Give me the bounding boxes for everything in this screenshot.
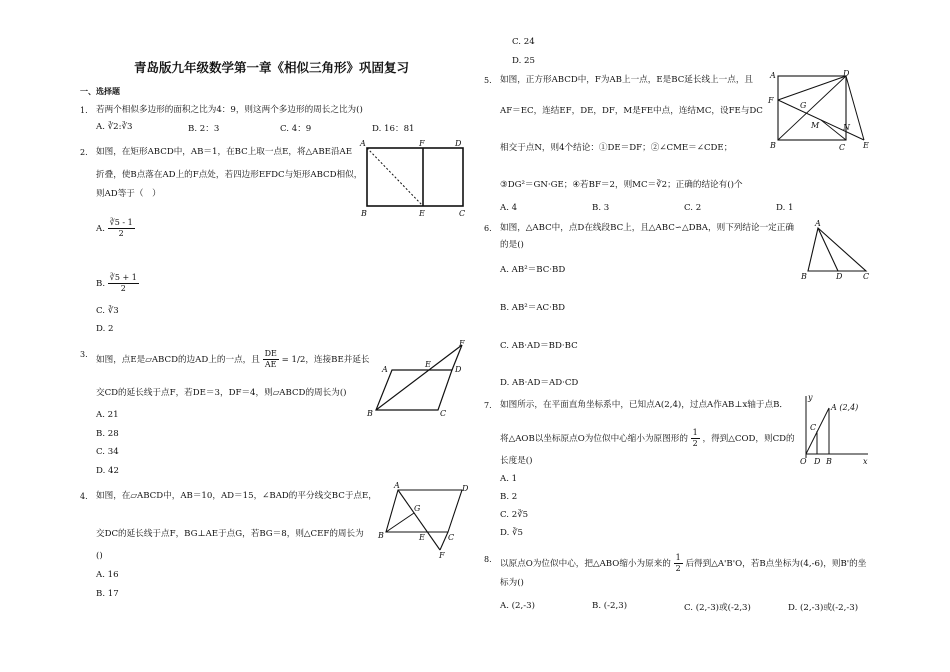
q2-fig-label-c: C [459, 209, 466, 218]
q8-stem-line1-b: 后得到△A'B'O，若B点坐标为(4,-6)，则B'的坐 [685, 559, 867, 569]
q2-stem-line3: 则AD等于（ ） [96, 189, 161, 199]
q4-option-c: C. 24 [512, 37, 535, 47]
q3-stem-line1-a: 如图，点E是▱ABCD的边AD上的一点，且 [96, 355, 260, 365]
q3-option-b: B. 28 [96, 429, 119, 439]
q2-option-d: D. 2 [96, 324, 114, 334]
q1-option-a: A. ∛2:∛3 [96, 122, 133, 132]
q7-option-c: C. 2∛5 [500, 510, 529, 520]
q4-option-a: A. 16 [96, 570, 119, 580]
q5-stem-line4: ③DG²＝GN·GE；④若BF＝2，则MC＝∛2；正确的结论有()个 [500, 180, 743, 190]
q2-option-b [96, 273, 139, 294]
q8-scale-fraction [674, 553, 683, 574]
q3-figure-parallelogram [366, 340, 476, 418]
q7-stem-line2-a: 将△AOB以坐标原点O为位似中心缩小为原图形的 [500, 434, 688, 444]
q5-stem-line2: AF＝EC，连结EF，DE，DF，M是FE中点，连结MC，设FE与DC [500, 106, 763, 116]
q7-stem-line2 [500, 428, 795, 449]
q1-option-d: D. 16：81 [372, 124, 415, 134]
q3-fig-label-c: C [440, 409, 447, 418]
q2-option-b-denominator: 2 [120, 284, 126, 293]
q2-fig-label-f: F [419, 139, 425, 148]
q7-fig-label-x: x [863, 457, 868, 466]
q2-fig-label-a: A [360, 139, 366, 148]
q3-option-a: A. 21 [96, 410, 119, 420]
q6-fig-label-d: D [836, 272, 843, 281]
q7-scale-fraction [691, 428, 700, 449]
q7-fig-label-a: A (2,4) [831, 403, 859, 412]
q3-stem-line2: 交CD的延长线于点F，若DE＝3，DF＝4，则▱ABCD的周长为() [96, 388, 347, 398]
q5-fig-label-b: B [770, 141, 776, 150]
q3-ratio-numerator: DE [264, 349, 277, 358]
q2-option-b-label: B. [96, 279, 106, 289]
q3-stem-line1-b: = 1/2，连接BE并延长 [281, 355, 370, 365]
q8-option-b: B. (-2,3) [592, 601, 628, 611]
q8-scale-denominator: 2 [675, 564, 681, 573]
q4-fig-label-b: B [378, 531, 384, 540]
q4-figure-parallelogram [378, 480, 470, 558]
q7-figure-coordinate-plane [796, 392, 876, 468]
q8-scale-numerator: 1 [675, 553, 681, 562]
q5-fig-label-f: F [768, 96, 774, 105]
q3-number: 3. [80, 350, 88, 359]
q2-option-a-denominator: 2 [118, 229, 124, 238]
q3-fig-label-b: B [367, 409, 373, 418]
q8-option-d: D. (2,-3)或(-2,-3) [788, 603, 859, 613]
q5-fig-label-g: G [800, 101, 807, 110]
q6-figure-triangle [800, 216, 880, 282]
q5-stem-line3: 相交于点N，则4个结论：①DE＝DF；②∠CME＝∠CDE； [500, 143, 733, 153]
q2-fig-label-b: B [361, 209, 367, 218]
q8-stem-line1-a: 以原点O为位似中心，把△ABO缩小为原来的 [500, 559, 671, 569]
q3-ratio-denominator: AE [264, 360, 277, 369]
q5-fig-label-a: A [770, 71, 776, 80]
q3-option-d: D. 42 [96, 466, 119, 476]
q6-option-b: B. AB²＝AC·BD [500, 303, 566, 313]
q5-fig-label-e: E [863, 141, 869, 150]
q7-option-a: A. 1 [500, 474, 518, 484]
q1-option-b: B. 2：3 [188, 124, 220, 134]
q5-stem-line1: 如图，正方形ABCD中，F为AB上一点，E是BC延长线上一点，且 [500, 75, 754, 85]
q7-fig-label-d: D [814, 457, 821, 466]
q3-option-c: C. 34 [96, 447, 119, 457]
page-title: 青岛版九年级数学第一章《相似三角形》巩固复习 [134, 60, 410, 75]
section-heading: 一、选择题 [80, 87, 120, 96]
q8-option-c: C. (2,-3)或(-2,3) [684, 603, 751, 613]
q6-option-a: A. AB²＝BC·BD [500, 265, 566, 275]
q4-stem-line2: 交DC的延长线于点F，BG⊥AE于点G，若BG＝8，则△CEF的周长为 [96, 529, 364, 539]
q2-number: 2. [80, 148, 88, 157]
q7-option-b: B. 2 [500, 492, 518, 502]
q2-option-b-numerator: ∛5 + 1 [109, 273, 137, 282]
q7-scale-numerator: 1 [692, 428, 698, 437]
q5-option-d: D. 1 [776, 203, 794, 213]
q2-option-a [96, 218, 135, 239]
q7-stem-line1: 如图所示，在平面直角坐标系中，已知点A(2,4)，过点A作AB⊥x轴于点B． [500, 400, 788, 410]
q8-stem-line1 [500, 553, 866, 574]
q8-option-a: A. (2,-3) [500, 601, 535, 611]
q6-stem-line2: 的是() [500, 240, 524, 250]
q1-option-c: C. 4：9 [280, 124, 312, 134]
q2-stem-line2: 折叠，使B点落在AD上的F点处，若四边形EFDC与矩形ABCD相似， [96, 170, 363, 180]
q3-fig-label-d: D [455, 365, 462, 374]
q1-stem: 若两个相似多边形的面积之比为4：9，则这两个多边形的周长之比为() [96, 105, 363, 115]
q4-stem-line3: () [96, 551, 103, 561]
q4-fig-label-g: G [414, 504, 421, 513]
q5-option-a: A. 4 [500, 203, 518, 213]
q2-fig-label-d: D [455, 139, 462, 148]
q4-number: 4. [80, 492, 88, 501]
q6-fig-label-a: A [815, 219, 821, 228]
q3-fig-label-e: E [425, 360, 431, 369]
q7-fig-label-y: y [808, 393, 813, 402]
q1-number: 1. [80, 106, 88, 115]
q3-stem-line1 [96, 349, 370, 370]
q7-fig-label-c: C [810, 423, 817, 432]
q2-option-c: C. ∛3 [96, 306, 119, 316]
q4-fig-label-d: D [462, 484, 469, 493]
q3-fig-label-a: A [382, 365, 388, 374]
q2-option-a-numerator: ∛5 - 1 [109, 218, 133, 227]
q4-fig-label-f: F [439, 551, 445, 560]
q6-number: 6. [484, 224, 492, 233]
q5-number: 5. [484, 76, 492, 85]
q5-fig-label-d: D [843, 69, 850, 78]
q5-option-c: C. 2 [684, 203, 702, 213]
q2-option-a-fraction [108, 218, 135, 239]
q5-fig-label-n: N [843, 123, 850, 132]
q8-number: 8. [484, 555, 492, 564]
q6-stem-line1: 如图，△ABC中，点D在线段BC上，且△ABC∽△DBA，则下列结论一定正确 [500, 223, 794, 233]
q7-stem-line3: 长度是() [500, 456, 533, 466]
q2-figure-rectangle [360, 138, 470, 220]
q7-stem-line2-b: ，得到△COD，则CD的 [702, 434, 795, 444]
q4-fig-label-a: A [394, 481, 400, 490]
q4-fig-label-c: C [448, 533, 455, 542]
q5-figure-square [766, 68, 876, 154]
q6-option-d: D. AB·AD＝AD·CD [500, 378, 579, 388]
q3-fig-label-f: F [459, 339, 465, 348]
q4-option-b: B. 17 [96, 589, 119, 599]
q7-number: 7. [484, 401, 492, 410]
q6-option-c: C. AB·AD＝BD·BC [500, 341, 578, 351]
q8-stem-line2: 标为() [500, 578, 524, 588]
q6-fig-label-b: B [801, 272, 807, 281]
q3-ratio-fraction [263, 349, 279, 370]
q4-fig-label-e: E [419, 533, 425, 542]
q4-option-d: D. 25 [512, 56, 535, 66]
q5-fig-label-c: C [839, 143, 846, 152]
q2-option-a-label: A. [96, 224, 105, 234]
q2-option-b-fraction [108, 273, 139, 294]
q6-fig-label-c: C [863, 272, 870, 281]
q4-stem-line1: 如图，在▱ABCD中，AB＝10，AD＝15，∠BAD的平分线交BC于点E， [96, 491, 377, 501]
q5-fig-label-m: M [811, 121, 820, 130]
q7-scale-denominator: 2 [692, 439, 698, 448]
q5-option-b: B. 3 [592, 203, 610, 213]
q7-option-d: D. ∛5 [500, 528, 523, 538]
q7-fig-label-b: B [826, 457, 832, 466]
q2-stem-line1: 如图，在矩形ABCD中，AB＝1，在BC上取一点E，将△ABE沿AE [96, 147, 353, 157]
q2-fig-label-e: E [419, 209, 425, 218]
q7-fig-label-o: O [800, 457, 807, 466]
